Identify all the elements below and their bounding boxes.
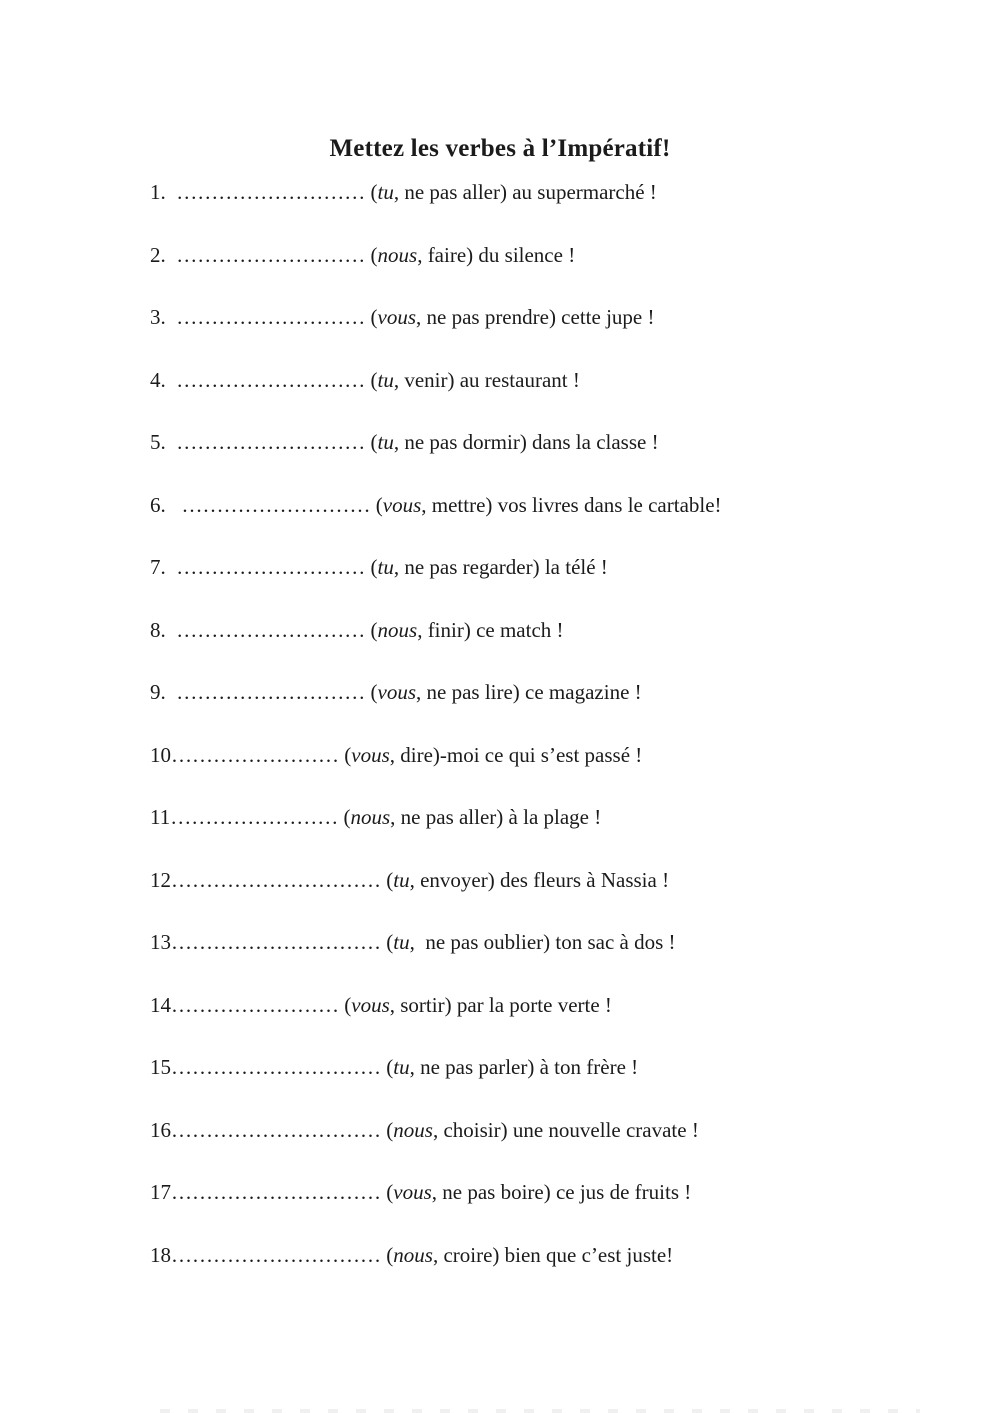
paren-open: (	[365, 305, 378, 329]
exercise-item-6	[150, 474, 970, 537]
pronoun-hint: tu	[393, 867, 410, 892]
item-number: 2.	[150, 242, 177, 267]
item-number: 11	[150, 805, 171, 829]
answer-blank: ………………………	[176, 430, 366, 454]
answer-blank: ……………………	[170, 805, 339, 829]
paren-open: (	[381, 930, 394, 954]
paren-open: (	[365, 242, 378, 267]
item-number: 3.	[150, 305, 177, 329]
item-text: , croire) bien que c’est juste!	[432, 1242, 674, 1267]
paren-open: (	[365, 617, 378, 642]
item-text: , ne pas regarder) la télé !	[393, 555, 608, 579]
item-text: , ne pas aller) à la plage !	[390, 805, 602, 829]
pronoun-hint: tu	[377, 367, 394, 392]
paren-open: (	[381, 867, 394, 892]
exercise-item-5	[150, 411, 970, 474]
item-text: , envoyer) des fleurs à Nassia !	[409, 867, 670, 892]
item-number: 10	[150, 742, 171, 767]
item-text: , ne pas prendre) cette jupe !	[416, 305, 655, 329]
pronoun-hint: vous	[351, 742, 390, 767]
item-number: 17	[150, 1180, 171, 1204]
pronoun-hint: vous	[351, 992, 390, 1017]
answer-blank: ………………………	[176, 180, 366, 204]
item-text: , venir) au restaurant !	[393, 367, 580, 392]
item-number: 18	[150, 1242, 171, 1267]
exercise-item-18	[150, 1224, 970, 1287]
answer-blank: …………………………	[171, 1117, 381, 1142]
pronoun-hint: tu	[377, 430, 394, 454]
item-number: 14	[150, 992, 171, 1017]
answer-blank: ……………………	[171, 992, 339, 1017]
answer-blank: ………………………	[176, 242, 366, 267]
item-text: , ne pas parler) à ton frère !	[409, 1055, 639, 1079]
item-text: , sortir) par la porte verte !	[389, 992, 612, 1017]
exercise-item-10	[150, 724, 970, 787]
pronoun-hint: nous	[377, 617, 418, 642]
item-text: , choisir) une nouvelle cravate !	[432, 1117, 699, 1142]
item-text: , finir) ce match !	[417, 617, 564, 642]
pronoun-hint: vous	[393, 1180, 432, 1204]
answer-blank: ………………………	[176, 617, 366, 642]
exercise-item-8	[150, 599, 970, 662]
exercise-item-11	[150, 786, 970, 849]
item-text: , ne pas boire) ce jus de fruits !	[431, 1180, 692, 1204]
answer-blank: …………………………	[171, 1242, 381, 1267]
exercise-item-13	[150, 911, 970, 974]
paren-open: (	[370, 492, 383, 517]
item-text: , dire)-moi ce qui s’est passé !	[389, 742, 643, 767]
answer-blank: …………………………	[171, 1055, 381, 1079]
page-title: Mettez les verbes à l’Impératif!	[329, 134, 671, 162]
exercise-item-1	[150, 161, 970, 224]
item-text: , ne pas dormir) dans la classe !	[393, 430, 659, 454]
exercise-item-4	[150, 349, 970, 412]
item-number: 15	[150, 1055, 171, 1079]
paren-open: (	[381, 1055, 394, 1079]
paren-open: (	[365, 180, 378, 204]
paren-open: (	[338, 805, 351, 829]
paren-open: (	[381, 1117, 394, 1142]
answer-blank: …………………………	[171, 1180, 381, 1204]
paren-open: (	[365, 680, 378, 704]
pronoun-hint: tu	[393, 1055, 410, 1079]
exercise-item-14	[150, 974, 970, 1037]
paren-open: (	[365, 555, 378, 579]
exercise-item-12	[150, 849, 970, 912]
item-text: , faire) du silence !	[417, 242, 576, 267]
exercise-item-16	[150, 1099, 970, 1162]
pronoun-hint: tu	[393, 930, 410, 954]
pronoun-hint: vous	[377, 680, 416, 704]
paren-open: (	[381, 1242, 394, 1267]
item-text: , mettre) vos livres dans le cartable!	[421, 492, 722, 517]
paren-open: (	[365, 367, 378, 392]
item-number: 7.	[150, 555, 177, 579]
exercise-item-15	[150, 1036, 970, 1099]
exercise-list	[150, 161, 970, 1286]
item-text: , ne pas aller) au supermarché !	[393, 180, 657, 204]
paren-open: (	[381, 1180, 394, 1204]
item-number: 6.	[150, 492, 182, 517]
item-text: , ne pas lire) ce magazine !	[416, 680, 642, 704]
item-number: 13	[150, 930, 171, 954]
paren-open: (	[339, 992, 352, 1017]
pronoun-hint: nous	[350, 805, 391, 829]
paren-open: (	[365, 430, 378, 454]
exercise-item-17	[150, 1161, 970, 1224]
pronoun-hint: nous	[393, 1117, 433, 1142]
pronoun-hint: tu	[377, 555, 394, 579]
pronoun-hint: tu	[377, 180, 394, 204]
answer-blank: …………………………	[171, 930, 381, 954]
pronoun-hint: vous	[382, 492, 422, 517]
answer-blank: ………………………	[176, 367, 366, 392]
exercise-item-7	[150, 536, 970, 599]
paren-open: (	[339, 742, 352, 767]
answer-blank: ……………………	[171, 742, 339, 767]
item-number: 12	[150, 867, 171, 892]
answer-blank: ………………………	[176, 555, 366, 579]
item-number: 9.	[150, 680, 177, 704]
exercise-item-3	[150, 286, 970, 349]
pronoun-hint: nous	[377, 242, 418, 267]
answer-blank: ………………………	[176, 680, 366, 704]
item-text: , ne pas oublier) ton sac à dos !	[409, 930, 676, 954]
pronoun-hint: vous	[377, 305, 416, 329]
item-number: 4.	[150, 367, 177, 392]
item-number: 16	[150, 1117, 171, 1142]
scan-cutoff-artifact	[160, 1409, 920, 1413]
exercise-item-9	[150, 661, 970, 724]
exercise-item-2	[150, 224, 970, 287]
pronoun-hint: nous	[393, 1242, 433, 1267]
answer-blank: …………………………	[171, 867, 381, 892]
item-number: 5.	[150, 430, 177, 454]
item-number: 1.	[150, 180, 177, 204]
answer-blank: ………………………	[181, 492, 371, 517]
item-number: 8.	[150, 617, 177, 642]
answer-blank: ………………………	[176, 305, 366, 329]
